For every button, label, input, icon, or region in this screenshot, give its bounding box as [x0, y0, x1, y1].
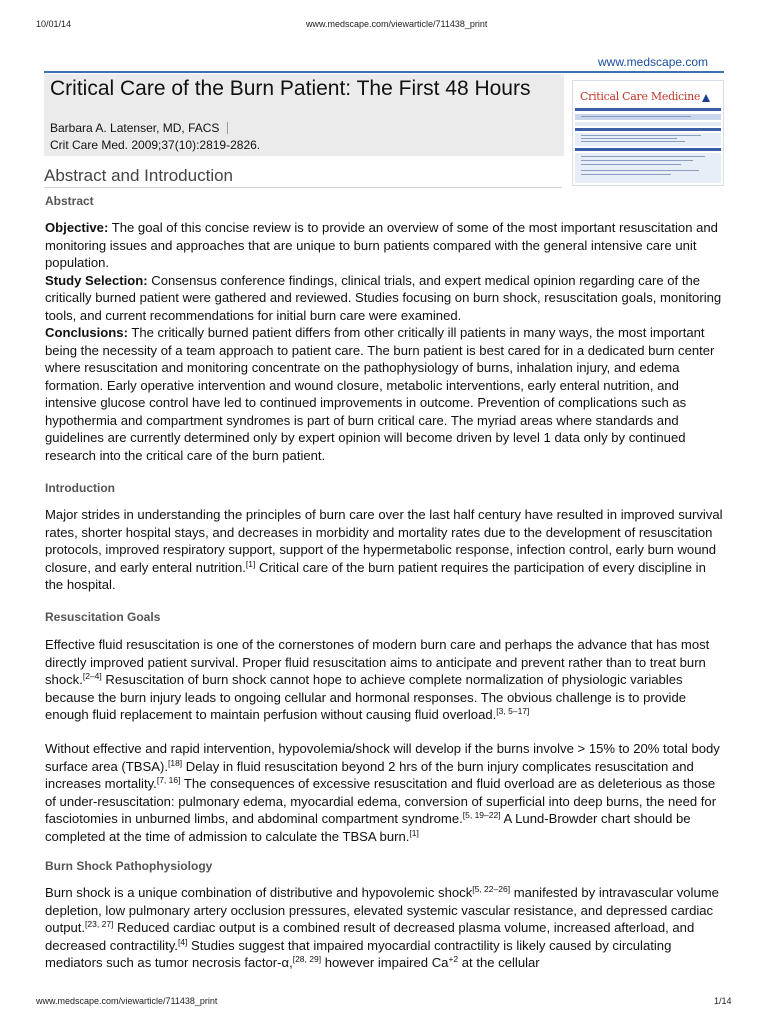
introduction-heading: Introduction [45, 481, 115, 495]
journal-name: Critical Care Medicine [580, 90, 701, 103]
burn-shock-paragraph [45, 884, 725, 972]
abstract-paragraph [45, 219, 725, 464]
body-text: Burn shock is a unique combination of distributive and hypovolemic shock [45, 885, 473, 900]
objective-text: The goal of this concise review is to provide an overview of some of the most important resuscitation and monitoring issues and approaches that are unique to burn patients compared with the general intensive care unit population. [45, 220, 718, 270]
print-date: 10/01/14 [36, 19, 72, 29]
superscript-charge: +2 [448, 954, 459, 964]
abstract-heading: Abstract [45, 194, 94, 208]
citation-ref[interactable]: [1] [245, 558, 256, 569]
body-text: The consequences of excessive resuscitation and fluid overload are as deleterious as those of under-resuscitation: pulmonary edema, myocardial edema, conversion of superficial into deep burns, the need for fasciotomies in unburned limbs, and abdominal compartment syndrome. [45, 776, 717, 826]
citation-ref[interactable]: [5, 19–22] [462, 810, 501, 820]
section-heading: Abstract and Introduction [44, 166, 234, 185]
thumb-band [575, 108, 721, 111]
citation-ref[interactable]: [4] [177, 936, 188, 947]
conclusions-text: The critically burned patient differs from other critically ill patients in many ways, the most important being the necessity of a team approach to patient care. The burn patient is best cared for in a dedicated burn center where resuscitation and monitoring concentrate on the pathophysiology of burns, inhalation injury, and edema formation. Early operative intervention and wound closure, metabolic interventions, early enteral nutrition, and intensive glucose control have led to continued improvements in outcome. Prevention of complications such as hypothermia and compartment syndromes is part of burn critical care. The myriad areas where standards and guidelines are currently determined only by expert opinion will become driven by level 1 data only by continued research into the critical care of the burn patient. [45, 325, 715, 463]
journal-citation: Crit Care Med. 2009;37(10):2819-2826. [50, 138, 261, 152]
journal-cover-thumbnail [572, 80, 724, 186]
citation-ref[interactable]: [2–4] [82, 671, 102, 681]
citation-ref[interactable]: [3, 5–17] [496, 706, 530, 716]
intro-text: Major strides in understanding the principles of burn care over the last half century have resulted in improved survival rates, shorter hospital stays, and decreases in morbidity and mortality rates due to the development of resuscitation protocols, improved respiratory support, support of the hypermetabolic response, infection control, early burn wound closure, and early enteral nutrition. [45, 507, 723, 575]
page-number: 1/14 [714, 996, 732, 1006]
citation-ref[interactable]: [7, 16] [156, 775, 181, 785]
body-text: Resuscitation of burn shock cannot hope to achieve complete normalization of physiologic variables because the burn injury leads to ongoing cellular and hormonal responses. The obvious challenge is to provide enough fluid replacement to maintain perfusion without causing fluid overload. [45, 672, 687, 722]
body-text: Studies suggest that impaired myocardial contractility is likely caused by circulating mediators such as tumor necrosis factor-α, [45, 937, 672, 970]
section-rule [44, 187, 562, 188]
intro-text: Critical care of the burn patient requires the participation of every discipline in the hospital. [45, 559, 706, 592]
citation-ref[interactable]: [28, 29] [292, 954, 322, 964]
resuscitation-paragraph-1 [45, 636, 725, 724]
body-text: however impaired Ca [321, 955, 449, 970]
author-separator [227, 122, 228, 134]
thumb-band [575, 153, 721, 183]
body-text: Without effective and rapid intervention, hypovolemia/shock will develop if the burns involve > 15% to 20% total body surface area (TBSA). [45, 741, 720, 774]
article-title: Critical Care of the Burn Patient: The First 48 Hours [50, 77, 531, 100]
thumb-band [575, 122, 721, 126]
thumb-band [575, 114, 721, 120]
body-text: Delay in fluid resuscitation beyond 2 hrs of the burn injury complicates resuscitation and increases mortality. [45, 758, 694, 791]
journal-logo-icon [701, 93, 711, 103]
print-url: www.medscape.com/viewarticle/711438_print [306, 19, 488, 29]
conclusions-label: Conclusions: [45, 325, 128, 340]
resuscitation-heading: Resuscitation Goals [45, 610, 161, 624]
thumb-band [575, 148, 721, 151]
medscape-site-link[interactable]: www.medscape.com [598, 55, 709, 69]
citation-ref[interactable]: [5, 22–26] [472, 884, 511, 894]
study-selection-label: Study Selection: [45, 272, 148, 288]
citation-ref[interactable]: [18] [167, 757, 183, 768]
objective-label: Objective: [45, 220, 109, 235]
thumb-band [575, 133, 721, 146]
body-text: Effective fluid resuscitation is one of the cornerstones of modern burn care and perhaps the advance that has most directly improved patient survival. Proper fluid resuscitation aims to anticipate and prevent rather than to treat burn shock. [45, 637, 710, 687]
study-selection-text: Consensus conference findings, clinical trials, and expert medical opinion regarding care of the critically burned patient were gathered and reviewed. Studies focusing on burn shock, resuscitation goals, monitoring tools, and current recommendations for initial burn care were examined. [45, 272, 722, 323]
body-text: Reduced cardiac output is a combined result of decreased plasma volume, increased afterload, and decreased contractility. [45, 920, 695, 953]
citation-ref[interactable]: [1] [409, 827, 419, 838]
thumb-band [575, 128, 721, 131]
body-text: manifested by intravascular volume depletion, low pulmonary artery occlusion pressures, elevated systemic vascular resistance, and depressed cardiac output. [45, 885, 719, 935]
burn-shock-heading: Burn Shock Pathophysiology [45, 859, 213, 873]
body-text: at the cellular [458, 955, 540, 970]
author-line [50, 121, 228, 135]
body-text: A Lund-Browder chart should be completed at the time of admission to calculate the TBSA burn. [45, 811, 691, 844]
introduction-paragraph [45, 506, 725, 594]
citation-ref[interactable]: [23, 27] [85, 919, 114, 929]
resuscitation-paragraph-2 [45, 740, 725, 845]
header-rule [44, 71, 724, 73]
author-name[interactable]: Barbara A. Latenser, MD, FACS [50, 121, 220, 135]
footer-url: www.medscape.com/viewarticle/711438_print [36, 996, 218, 1006]
